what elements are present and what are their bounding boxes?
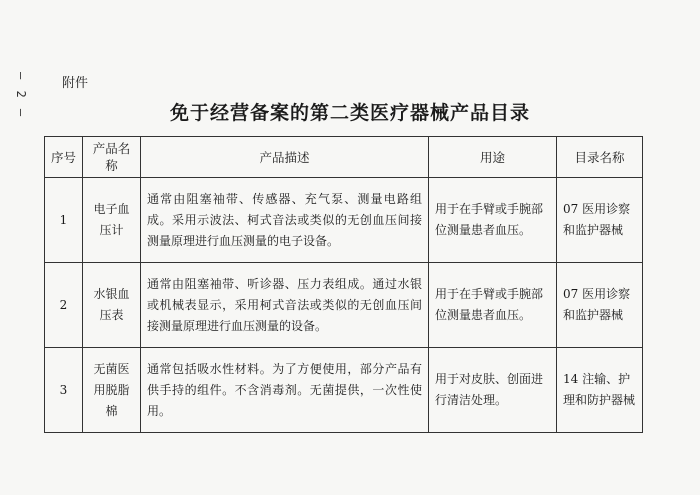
cell-category: 07 医用诊察和监护器械 [557, 178, 643, 263]
table-row [45, 263, 643, 348]
header-no: 序号 [45, 137, 83, 178]
cell-description: 通常由阻塞袖带、听诊器、压力表组成。通过水银或机械表显示，采用柯式音法或类似的无创血压间接测量原理进行血压测量的设备。 [141, 263, 429, 348]
header-description: 产品描述 [141, 137, 429, 178]
table-row [45, 348, 643, 433]
cell-name: 水银血压表 [83, 263, 141, 348]
cell-usage: 用于在手臂或手腕部位测量患者血压。 [429, 178, 557, 263]
header-category: 目录名称 [557, 137, 643, 178]
header-name: 产品名称 [83, 137, 141, 178]
cell-description: 通常由阻塞袖带、传感器、充气泵、测量电路组成。采用示波法、柯式音法或类似的无创血压间接测量原理进行血压测量的电子设备。 [141, 178, 429, 263]
cell-name: 无菌医用脱脂棉 [83, 348, 141, 433]
cell-no: 3 [45, 348, 83, 433]
cell-no: 1 [45, 178, 83, 263]
cell-category: 07 医用诊察和监护器械 [557, 263, 643, 348]
document-title: 免于经营备案的第二类医疗器械产品目录 [169, 102, 530, 124]
cell-no: 2 [45, 263, 83, 348]
table-header-row [45, 137, 643, 178]
product-catalog-table [44, 136, 643, 433]
cell-name: 电子血压计 [83, 178, 141, 263]
attachment-label: 附件 [62, 76, 89, 91]
header-usage: 用途 [429, 137, 557, 178]
page-number: — 2 — [14, 72, 28, 119]
cell-description: 通常包括吸水性材料。为了方便使用，部分产品有供手持的组件。不含消毒剂。无菌提供，一次性使用。 [141, 348, 429, 433]
cell-usage: 用于对皮肤、创面进行清洁处理。 [429, 348, 557, 433]
table-row [45, 178, 643, 263]
cell-usage: 用于在手臂或手腕部位测量患者血压。 [429, 263, 557, 348]
cell-category: 14 注输、护理和防护器械 [557, 348, 643, 433]
